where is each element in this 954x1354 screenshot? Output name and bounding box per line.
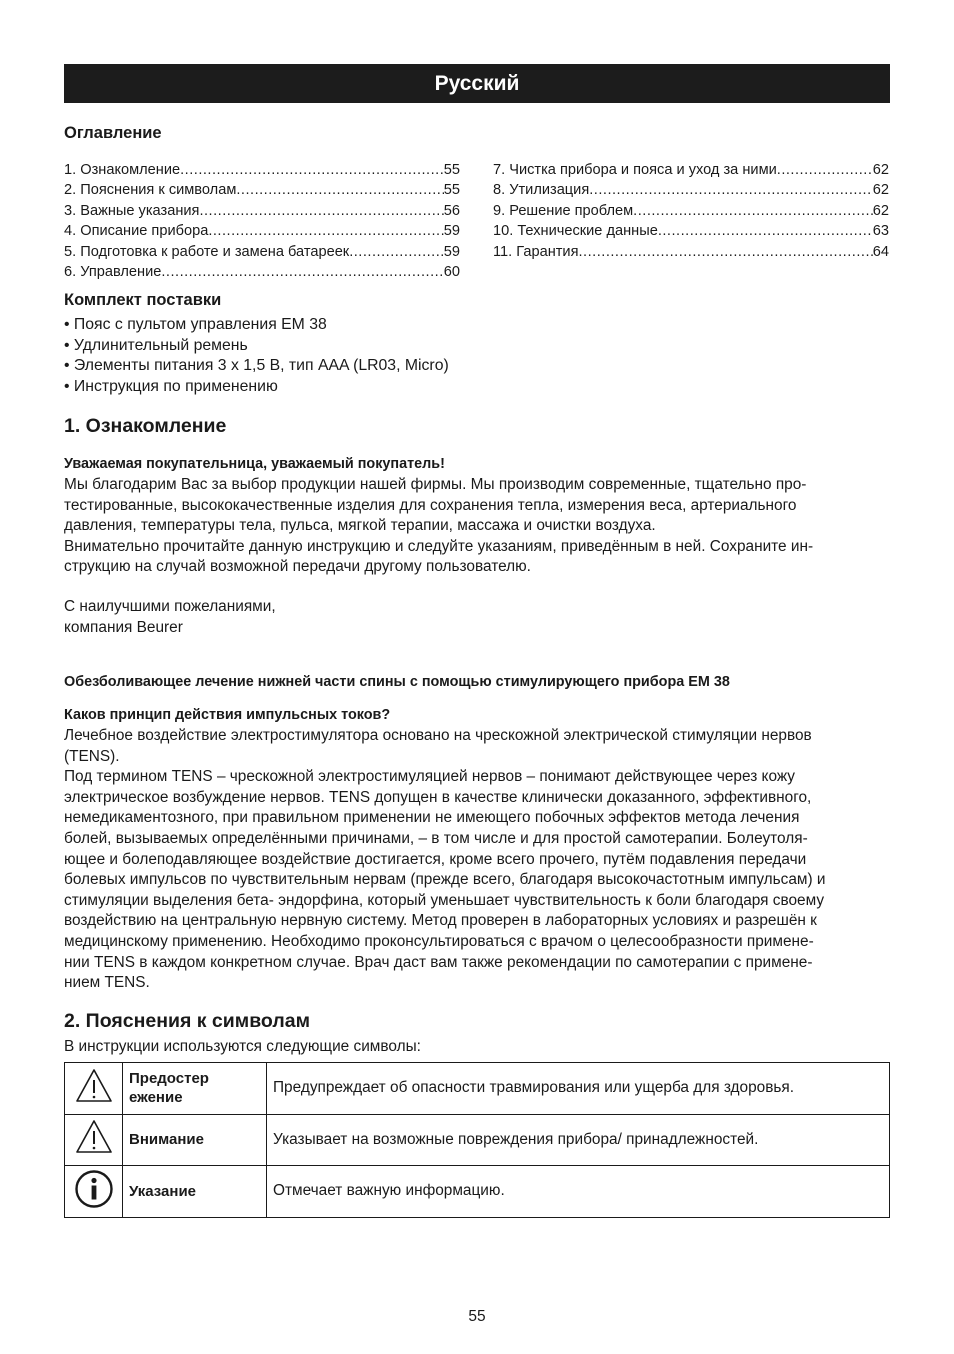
symbol-term	[123, 1063, 267, 1115]
text-line: нии TENS в каждом конкретном случае. Врач даст вам также рекомендации по самотерапии с примене-	[64, 953, 813, 971]
toc-entry-label: 10. Технические данные	[493, 223, 658, 240]
toc-entry-page: 59	[443, 243, 460, 260]
page-number: 55	[468, 1308, 486, 1325]
toc-entry-page: 64	[872, 243, 889, 260]
symbol-term	[123, 1166, 267, 1218]
regards-block	[64, 597, 890, 638]
toc-leader-dots	[180, 160, 444, 180]
toc-title: Оглавление	[64, 124, 162, 142]
text-line: медицинскому применению. Необходимо проконсультироваться с врачом о целесообразности примене-	[64, 932, 814, 950]
language-title: Русский	[434, 72, 520, 95]
symbol-icon-cell	[65, 1063, 123, 1115]
text-line: электрическое возбуждение нервов. TENS допущен в качестве клинически доказанного, эффективного,	[64, 788, 812, 806]
company-line: компания Beurer	[64, 618, 183, 636]
toc-entry-page: 60	[443, 264, 460, 281]
symbols-table	[64, 1062, 890, 1218]
text-line: Внимательно прочитайте данную инструкцию и следуйте указаниям, приведённым в ней. Сохраните ин-	[64, 537, 814, 555]
toc-entry-label: 7. Чистка прибора и пояса и уход за ними	[493, 162, 777, 178]
toc-left-column	[64, 160, 460, 282]
toc-entry[interactable]	[64, 160, 460, 180]
toc-leader-dots	[199, 201, 443, 221]
kit-heading: Комплект поставки	[64, 291, 222, 309]
toc-entry-page: 62	[872, 182, 889, 199]
toc-entry[interactable]	[493, 242, 889, 262]
text-line: Под термином TENS – чрескожной электростимуляцией нервов – понимают действующее через кожу	[64, 768, 796, 786]
toc-entry[interactable]	[64, 221, 460, 241]
toc-entry-page: 62	[872, 162, 889, 178]
tens-question: Каков принцип действия импульсных токов?	[64, 707, 391, 723]
kit-item: • Инструкция по применению	[64, 377, 278, 395]
toc-entry-page: 63	[872, 223, 889, 240]
toc-entry-page: 55	[443, 162, 460, 178]
toc-entry-label: 11. Гарантия	[493, 243, 579, 260]
tens-paragraph	[64, 726, 890, 994]
toc-entry-label: 1. Ознакомление	[64, 162, 181, 178]
kit-list	[64, 315, 449, 397]
language-header-bar	[64, 64, 890, 103]
symbol-term-line: Указание	[129, 1182, 197, 1200]
symbol-term	[123, 1114, 267, 1166]
toc-leader-dots	[349, 242, 444, 262]
therapy-title: Обезболивающее лечение нижней части спины с помощью стимулирующего прибора EM 38	[64, 674, 730, 690]
toc-entry-page: 56	[443, 202, 460, 219]
toc-entry-page: 62	[872, 202, 889, 219]
symbols-heading: 2. Пояснения к символам	[64, 1010, 311, 1032]
text-line: болевых импульсов по чувствительным нервам (прежде всего, благодаря высокочастотным импульсам) и	[64, 871, 826, 889]
toc-entry[interactable]	[64, 201, 460, 221]
toc-entry[interactable]	[493, 160, 889, 180]
symbol-term-line: Предостер	[129, 1070, 209, 1088]
toc-leader-dots	[161, 262, 443, 282]
intro-paragraph	[64, 475, 890, 578]
toc-entry-label: 2. Пояснения к символам	[64, 182, 237, 199]
text-line: болей, вызываемых определёнными причинами, – в том числе и для простой самотерапии. Болеутоля-	[64, 829, 808, 847]
symbol-description: Отмечает важную информацию.	[267, 1166, 890, 1218]
toc-entry-label: 9. Решение проблем	[493, 202, 634, 219]
symbols-intro: В инструкции используются следующие символы:	[64, 1038, 421, 1055]
toc-leader-dots	[579, 242, 873, 262]
text-line: (TENS).	[64, 747, 120, 765]
intro-heading: 1. Ознакомление	[64, 415, 227, 437]
toc-leader-dots	[236, 180, 443, 200]
kit-item: • Пояс с пультом управления EM 38	[64, 316, 327, 333]
text-line: нием TENS.	[64, 974, 150, 992]
toc-leader-dots	[589, 180, 873, 200]
text-line: Мы благодарим Вас за выбор продукции нашей фирмы. Мы производим современные, тщательно про-	[64, 476, 807, 493]
toc-entry[interactable]	[493, 221, 889, 241]
toc-entry-page: 59	[443, 223, 460, 240]
info-icon	[74, 1169, 114, 1209]
toc-entry-label: 6. Управление	[64, 264, 162, 281]
toc-right-column	[493, 160, 889, 262]
toc-entry[interactable]	[64, 262, 460, 282]
symbol-description: Предупреждает об опасности травмирования или ущерба для здоровья.	[267, 1063, 890, 1115]
caution-triangle-icon	[74, 1118, 114, 1156]
symbol-row	[65, 1114, 890, 1166]
text-line: немедикаментозного, при правильном применении не имеющего побочных эффектов метода лечения	[64, 809, 800, 827]
text-line: Лечебное воздействие электростимулятора основано на чрескожной электрической стимуляции нервов	[64, 727, 812, 744]
text-line: струкцию на случай возможной передачи другому пользователю.	[64, 558, 531, 576]
text-line: стимуляции выделения бета- эндорфина, который уменьшает чувствительность к боли благодаря своему	[64, 891, 825, 909]
symbol-row	[65, 1063, 890, 1115]
kit-item: • Элементы питания 3 x 1,5 В, тип AAA (LR03, Micro)	[64, 357, 449, 374]
regards-line: С наилучшими пожеланиями,	[64, 598, 276, 615]
text-line: воздействию на центральную нервную систему. Метод проверен в лабораторных условиях и разрешён к	[64, 912, 817, 930]
toc-leader-dots	[208, 221, 443, 241]
symbol-icon-cell	[65, 1114, 123, 1166]
toc-entry-label: 8. Утилизация	[493, 182, 590, 199]
text-line: тестированные, высококачественные изделия для сохранения тепла, измерения веса, артериального	[64, 496, 797, 514]
symbol-description: Указывает на возможные повреждения прибора/ принадлежностей.	[267, 1114, 890, 1166]
toc-leader-dots	[658, 221, 873, 241]
symbol-icon-cell	[65, 1166, 123, 1218]
toc-entry[interactable]	[493, 180, 889, 200]
toc-entry-label: 3. Важные указания	[64, 202, 200, 219]
toc-entry[interactable]	[493, 201, 889, 221]
toc-entry-label: 5. Подготовка к работе и замена батареек	[64, 243, 350, 260]
toc-entry[interactable]	[64, 242, 460, 262]
greeting: Уважаемая покупательница, уважаемый покупатель!	[64, 456, 445, 472]
warning-triangle-icon	[74, 1067, 114, 1105]
text-line: ющее и болеподавляющее воздействие достигается, кроме всего прочего, путём подавления передачи	[64, 850, 807, 868]
toc-leader-dots	[633, 201, 873, 221]
toc-entry-page: 55	[443, 182, 460, 199]
symbol-row	[65, 1166, 890, 1218]
toc-entry[interactable]	[64, 180, 460, 200]
text-line: давления, температуры тела, пульса, мягкой терапии, массажа и очистки воздуха.	[64, 517, 656, 535]
toc-leader-dots	[777, 160, 873, 180]
symbol-term-line: Внимание	[129, 1131, 204, 1149]
symbol-term-line: ежение	[129, 1089, 183, 1107]
kit-item: • Удлинительный ремень	[64, 336, 248, 354]
toc-entry-label: 4. Описание прибора	[64, 223, 209, 240]
